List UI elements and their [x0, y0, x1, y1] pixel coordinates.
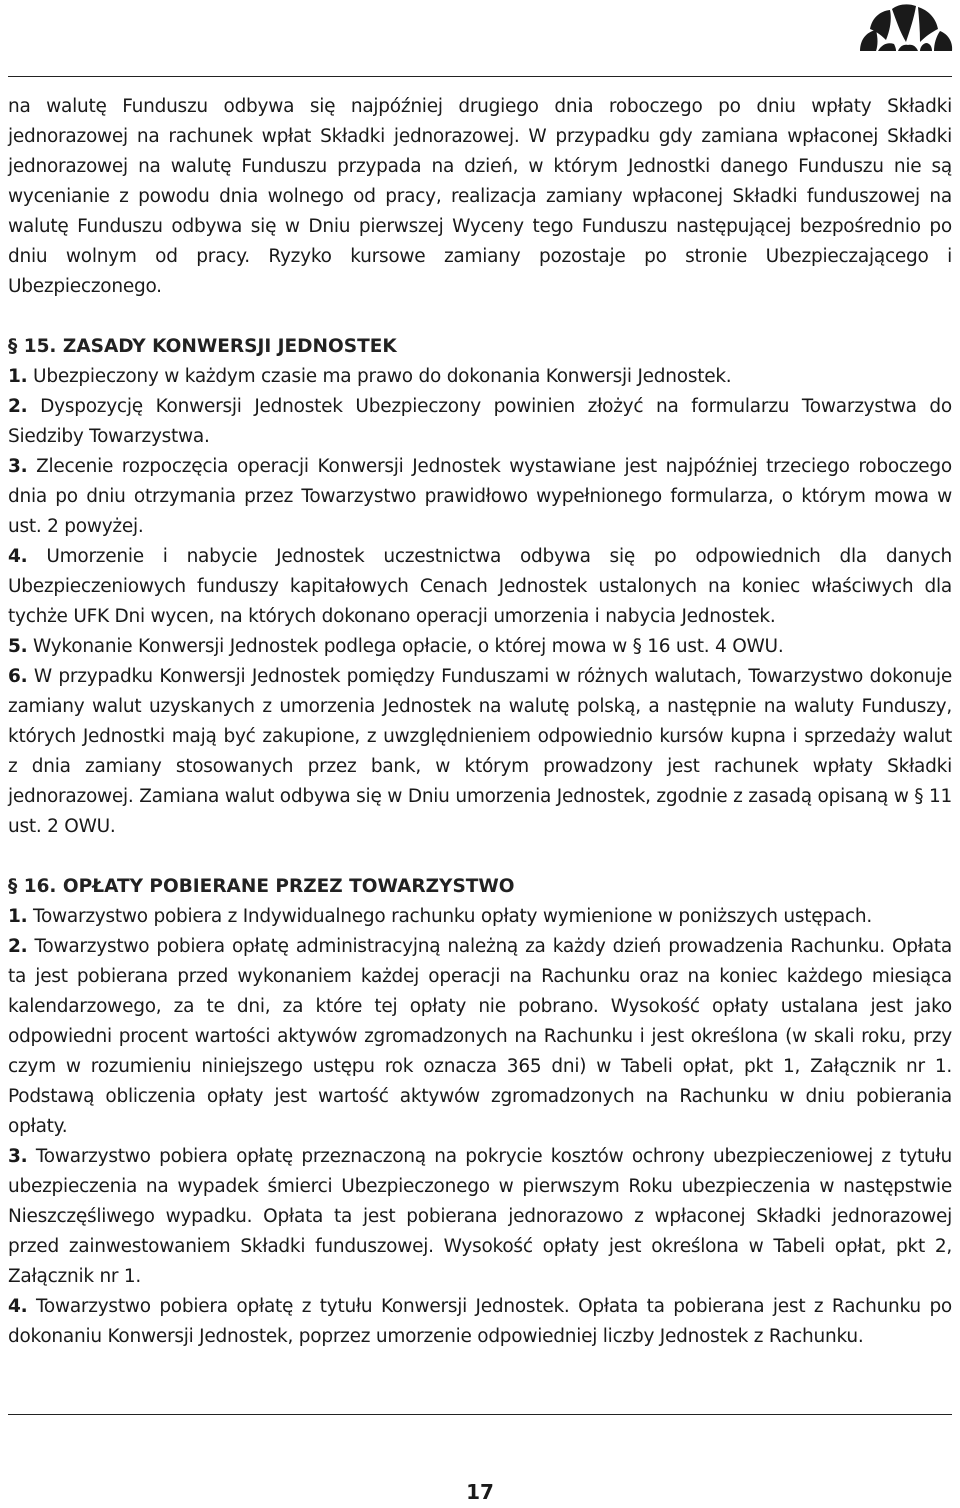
section-15-heading: § 15. ZASADY KONWERSJI JEDNOSTEK	[8, 336, 397, 357]
item-number: 6.	[8, 666, 28, 687]
item-text: Umorzenie i nabycie Jednostek uczestnictwa odbywa się po odpowiednich dla danych Ubezpieczeniowych funduszy kapitałowych Cenach Jednostek ustalonych na koniec właściwych dla tychże UFK Dni wycen, na których dokonano operacji umorzenia i nabycia Jednostek.	[8, 546, 953, 627]
section-15-item-4	[8, 542, 952, 632]
section-15-item-6	[8, 662, 952, 842]
section-16-heading: § 16. OPŁATY POBIERANE PRZEZ TOWARZYSTWO	[8, 876, 515, 897]
section-16-item-1	[8, 902, 952, 932]
item-number: 1.	[8, 906, 28, 927]
item-text: Towarzystwo pobiera opłatę z tytułu Konwersji Jednostek. Opłata ta pobierana jest z Rachunku po dokonaniu Konwersji Jednostek, poprzez umorzenie odpowiedniej liczby Jednostek z Rachunku.	[8, 1296, 953, 1347]
item-text: W przypadku Konwersji Jednostek pomiędzy Funduszami w różnych walutach, Towarzystwo dokonuje zamiany walut uzyskanych z umorzenia Jednostek na walutę polską, a następnie na waluty Funduszy, których Jednostki mają być zakupione, z uwzględnieniem odpowiednio kursów kupna i sprzedaży walut z dnia zamiany stosowanych przez bank, w którym prowadzony jest rachunek wpłaty Składki jednorazowej. Zamiana walut odbywa się w Dniu umorzenia Jednostek, zgodnie z zasadą opisaną w § 11 ust. 2 OWU.	[8, 666, 953, 837]
footer-rule	[8, 1414, 952, 1415]
item-number: 3.	[8, 456, 28, 477]
item-number: 2.	[8, 396, 28, 417]
item-text: Ubezpieczony w każdym czasie ma prawo do dokonania Konwersji Jednostek.	[33, 366, 732, 387]
intro-paragraph: na walutę Funduszu odbywa się najpóźniej drugiego dnia roboczego po dniu wpłaty Składki jednorazowej na rachunek wpłat Składki jednorazowej. W przypadku gdy zamiana wpłaconej Składki jednorazowej na walutę Funduszu przypada na dzień, w którym Jednostki danego Funduszu nie są wycenianie z powodu dnia wolnego od pracy, realizacja zamiany wpłaconej Składki funduszowej na walutę Funduszu odbywa się w Dniu pierwszej Wyceny tego Funduszu następującej bezpośrednio po dniu wolnym od pracy. Ryzyko kursowe zamiany pozostaje po stronie Ubezpieczającego i Ubezpieczonego.	[8, 96, 952, 297]
item-number: 4.	[8, 546, 28, 567]
header-rule	[8, 76, 952, 77]
item-text: Towarzystwo pobiera opłatę administracyjną należną za każdy dzień prowadzenia Rachunku. Opłata ta jest pobierana przed wykonaniem każdej operacji na Rachunku oraz na koniec każdego miesiąca kalendarzowego, za te dni, za które tej opłaty nie pobrano. Wysokość opłaty ustalana jest jako odpowiedni procent wartości aktywów zgromadzonych na Rachunku i jest określona (w skali roku, przy czym w rozumieniu niniejszego ustępu rok oznacza 365 dni) w Tabeli opłat, pkt 1, Załącznik nr 1. Podstawą obliczenia opłaty jest wartość aktywów zgromadzonych na Rachunku w dniu pobierania opłaty.	[8, 936, 952, 1137]
section-15-item-2	[8, 392, 952, 452]
item-number: 5.	[8, 636, 28, 657]
shell-logo-icon	[856, 2, 956, 54]
page-number: 17	[466, 1480, 494, 1504]
section-15-item-3	[8, 452, 952, 542]
section-15-item-5	[8, 632, 952, 662]
section-16-item-3	[8, 1142, 952, 1292]
item-text: Wykonanie Konwersji Jednostek podlega opłacie, o której mowa w § 16 ust. 4 OWU.	[33, 636, 784, 657]
item-number: 3.	[8, 1146, 28, 1167]
item-number: 1.	[8, 366, 28, 387]
section-16-item-2	[8, 932, 952, 1142]
item-text: Towarzystwo pobiera z Indywidualnego rachunku opłaty wymienione w poniższych ustępach.	[33, 906, 873, 927]
item-number: 2.	[8, 936, 28, 957]
section-15-item-1	[8, 362, 952, 392]
item-number: 4.	[8, 1296, 28, 1317]
item-text: Zlecenie rozpoczęcia operacji Konwersji Jednostek wystawiane jest najpóźniej trzeciego roboczego dnia po dniu otrzymania przez Towarzystwo prawidłowo wypełnionego formularza, o którym mowa w ust. 2 powyżej.	[8, 456, 952, 537]
page-body	[8, 92, 952, 1352]
header-logo	[856, 2, 956, 54]
item-text: Dyspozycję Konwersji Jednostek Ubezpieczony powinien złożyć na formularzu Towarzystwa do Siedziby Towarzystwa.	[8, 396, 952, 447]
item-text: Towarzystwo pobiera opłatę przeznaczoną na pokrycie kosztów ochrony ubezpieczeniowej z tytułu ubezpieczenia na wypadek śmierci Ubezpieczonego w pierwszym Roku ubezpieczenia w następstwie Nieszczęśliwego wypadku. Opłata ta jest pobierana jednorazowo z wpłaconej Składki jednorazowej przed zainwestowaniem Składki funduszowej. Wysokość opłaty jest określona w Tabeli opłat, pkt 2, Załącznik nr 1.	[8, 1146, 952, 1287]
section-16-item-4	[8, 1292, 952, 1352]
